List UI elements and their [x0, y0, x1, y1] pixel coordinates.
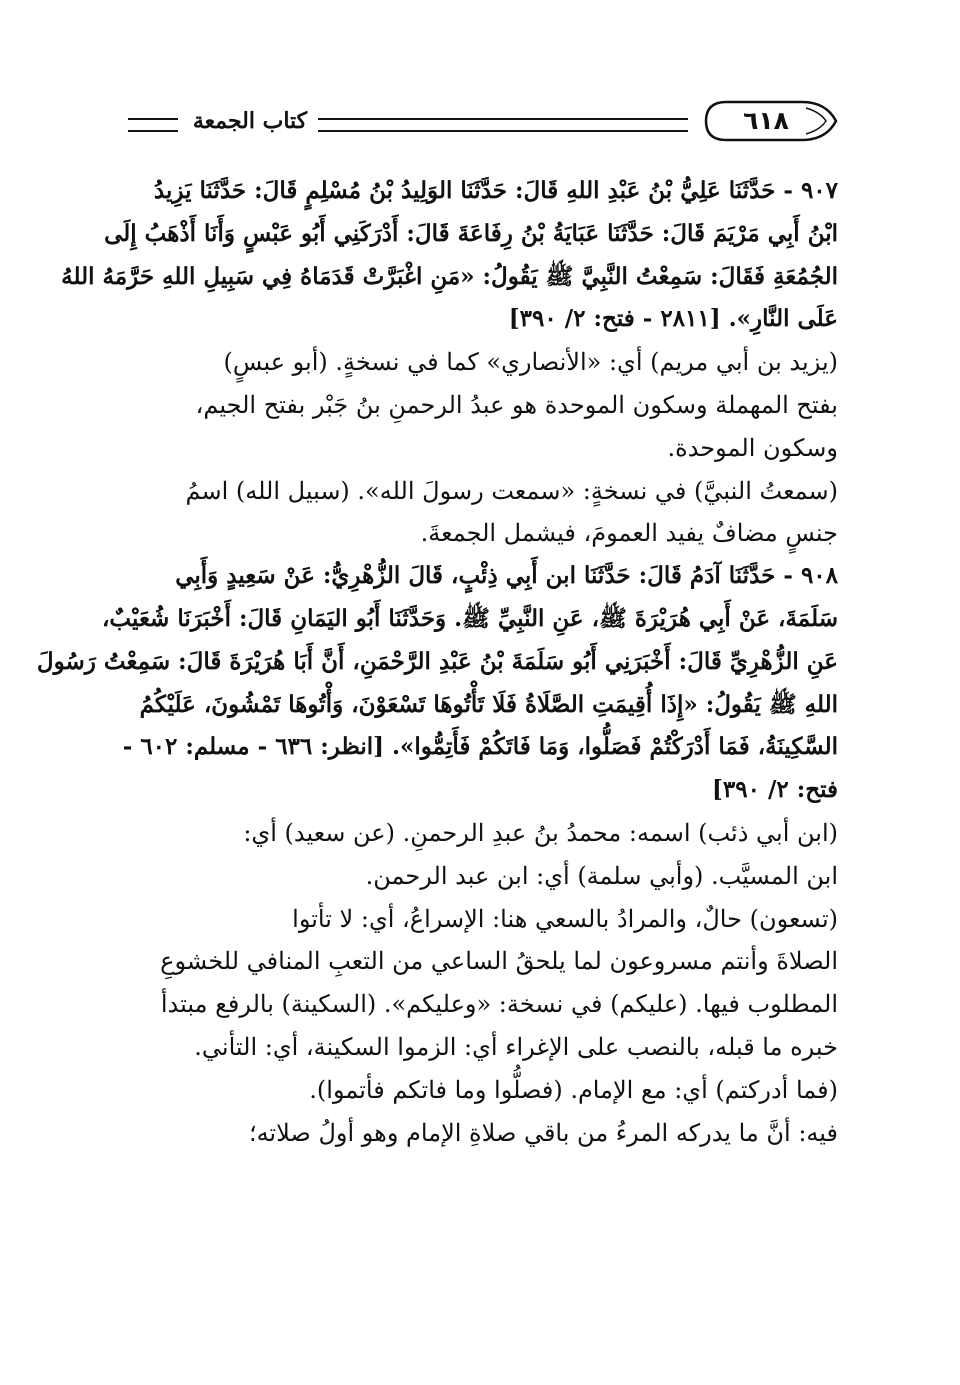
text-line: فيه: أنَّ ما يدركه المرءُ من باقي صلاةِ الإمام وهو أولُ صلاته؛: [248, 1118, 838, 1147]
text-line: ٩٠٧ - حَدَّثَنَا عَلِيُّ بْنُ عَبْدِ اللهِ قَالَ: حَدَّثَنَا الوَلِيدُ بْنُ مُسْلِمٍ قَالَ: حَدَّثَنَا يَزِيدُ: [153, 177, 838, 204]
text-line: بفتح المهملة وسكون الموحدة هو عبدُ الرحمنِ بنُ جَبْر بفتح الجيم،: [195, 390, 838, 419]
text-line: (تسعون) حالٌ، والمرادُ بالسعي هنا: الإسراعُ، أي: لا تأتوا: [292, 904, 838, 933]
text-line: المطلوب فيها. (عليكم) في نسخة: «وعليكم». (السكينة) بالرفع مبتدأ: [160, 990, 838, 1019]
text-line: (سمعتُ النبيَّ) في نسخةٍ: «سمعت رسولَ الله». (سبيل الله) اسمُ: [185, 476, 838, 505]
text-line: ابن المسيَّب. (وأبي سلمة) أي: ابن عبد الرحمن.: [365, 861, 838, 890]
text-line: جنسٍ مضافٌ يفيد العمومَ، فيشمل الجمعةَ.: [420, 519, 838, 548]
hadith-907: [61, 170, 838, 341]
commentary-paragraph: [127, 1112, 838, 1155]
text-line: (يزيد بن أبي مريم) أي: «الأنصاري» كما في نسخةٍ. (أبو عبسٍ): [223, 348, 838, 377]
text-line: فتح: ٢/ ٣٩٠]: [711, 776, 838, 804]
text-line: (فما أدركتم) أي: مع الإمام. (فصلُّوا وما فاتكم فأتموا).: [309, 1075, 838, 1104]
text-line: وسكون الموحدة.: [667, 433, 838, 462]
hadith-908: [36, 555, 838, 812]
commentary-paragraph: [127, 470, 838, 556]
page-body: [36, 170, 838, 1154]
text-line: الجُمُعَةِ فَقَالَ: سَمِعْتُ النَّبِيَّ ﷺ يَقُولُ: «مَنِ اغْبَرَّتْ قَدَمَاهُ فِي سَبِيلِ اللهِ حَرَّمَهُ اللهُ: [61, 262, 838, 290]
text-line: عَلَى النَّارِ». [٢٨١١ - فتح: ٢/ ٣٩٠]: [508, 305, 838, 333]
header-rule-right: [318, 118, 688, 132]
commentary-paragraph: [127, 812, 838, 898]
commentary-paragraph: [127, 341, 838, 469]
page-number: ٦١٨: [743, 106, 789, 135]
header-rule-left: [128, 118, 178, 132]
text-line: (ابن أبي ذئب) اسمه: محمدُ بنُ عبدِ الرحمنِ. (عن سعيد) أي:: [243, 818, 838, 847]
commentary-paragraph: [127, 898, 838, 1112]
text-line: عَنِ الزُّهْرِيِّ قَالَ: أَخْبَرَنِي أَبُو سَلَمَةَ بْنُ عَبْدِ الرَّحْمَنِ، أَنَّ أَبَا هُرَيْرَةَ قَالَ: سَمِعْتُ رَسُولَ: [36, 647, 838, 675]
text-line: ٩٠٨ - حَدَّثَنَا آدَمُ قَالَ: حَدَّثَنَا ابن أَبِي ذِئْبٍ، قَالَ الزُّهْرِيُّ: عَنْ سَعِيدٍ وَأَبِي: [175, 562, 838, 590]
text-line: السَّكِينَةُ، فَمَا أَدْرَكْتُمْ فَصَلُّوا، وَمَا فَاتَكُمْ فَأَتِمُّوا». [انظر: ٦٣٦ - مسلم: ٦٠٢ -: [122, 733, 838, 761]
text-line: خبره ما قبله، بالنصب على الإغراء أي: الزموا السكينة، أي: التأني.: [194, 1032, 838, 1061]
text-line: ابْنُ أَبِي مَرْيَمَ قَالَ: حَدَّثَنَا عَبَايَةُ بْنُ رِفَاعَةَ قَالَ: أَدْرَكَنِي أَبُو عَبْسٍ وَأَنَا أَذْهَبُ إِلَى: [104, 219, 838, 247]
text-line: اللهِ ﷺ يَقُولُ: «إِذَا أُقِيمَتِ الصَّلَاةُ فَلَا تَأْتُوهَا تَسْعَوْنَ، وَأْتُوهَا تَمْشُونَ، عَلَيْكُمُ: [139, 690, 838, 718]
chapter-title: كتاب الجمعة: [192, 108, 308, 134]
text-line: سَلَمَةَ، عَنْ أَبِي هُرَيْرَةَ ﷺ، عَنِ النَّبِيِّ ﷺ. وَحَدَّثَنَا أَبُو اليَمَانِ قَالَ: أَخْبَرَنَا شُعَيْبٌ،: [102, 604, 838, 632]
page-number-frame: [702, 98, 838, 144]
text-line: الصلاةَ وأنتم مسروعون لما يلحقُ الساعي من التعبِ المنافي للخشوعِ: [160, 947, 838, 976]
page-header: [128, 96, 838, 152]
